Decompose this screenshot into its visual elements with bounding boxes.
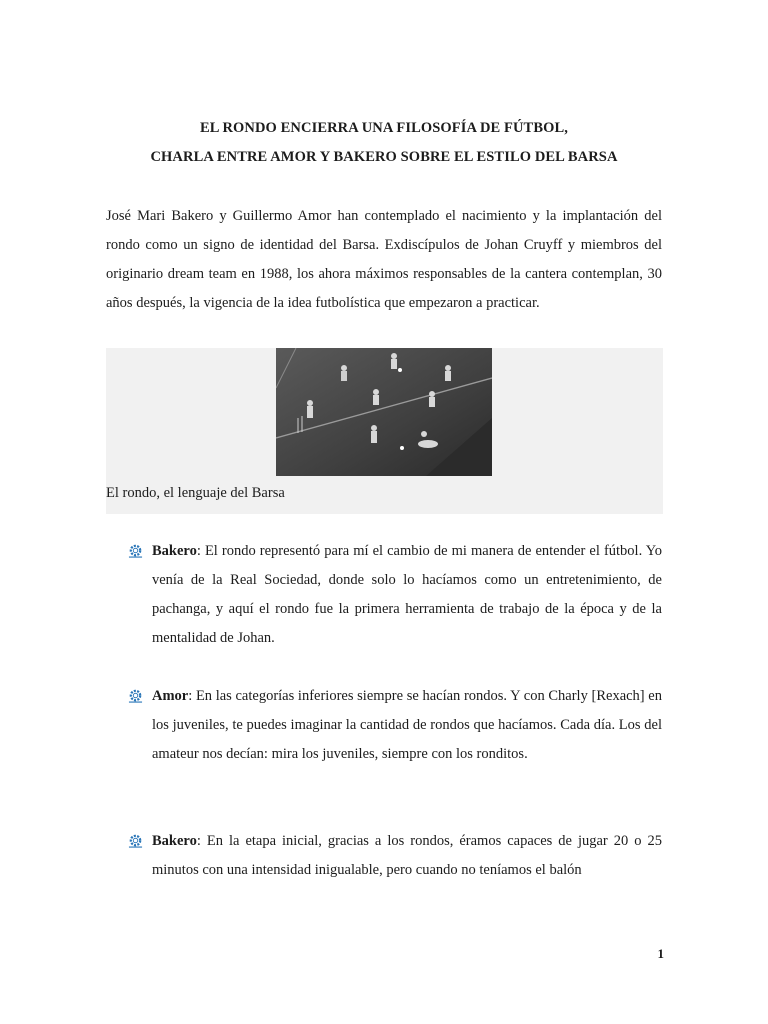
page-number: 1 xyxy=(657,946,664,961)
speaker-name: Bakero xyxy=(152,833,197,849)
intro-paragraph: José Mari Bakero y Guillermo Amor han contemplado el nacimiento y la implantación del rondo como un signo de identidad del Barsa. Exdiscípulos de Johan Cruyff y miembros del originario dream team en 1988, los ahora máximos responsables de la cantera contemplan, 30 años después, la vigencia de la idea futbolística que empezaron a practicar. xyxy=(106,208,662,311)
interview-answer xyxy=(152,827,662,887)
interview-answer xyxy=(152,682,662,769)
gear-bullet-icon xyxy=(128,543,143,558)
speaker-name: Bakero xyxy=(152,543,197,559)
answer-text: : En la etapa inicial, gracias a los rondos, éramos capaces de jugar 20 o 25 minutos con una intensidad inigualable, pero cuando no teníamos el balón xyxy=(152,833,662,878)
answer-text: : En las categorías inferiores siempre se hacían rondos. Y con Charly [Rexach] en los juveniles, te puedes imaginar la cantidad de rondos que hacíamos. Cada día. Los del amateur nos decían: mira los juveniles, siempre con los ronditos. xyxy=(152,688,662,762)
photo-illustration xyxy=(276,348,492,476)
football-training-photo xyxy=(276,348,492,476)
figure-caption: El rondo, el lenguaje del Barsa xyxy=(106,485,285,501)
article-title-line1: EL RONDO ENCIERRA UNA FILOSOFÍA DE FÚTBOL, xyxy=(200,120,568,136)
figure xyxy=(106,348,663,514)
speaker-name: Amor xyxy=(152,688,189,704)
article-title-line2: CHARLA ENTRE AMOR Y BAKERO SOBRE EL ESTILO DEL BARSA xyxy=(150,149,618,165)
gear-bullet-icon xyxy=(128,688,143,703)
answer-text: : El rondo representó para mí el cambio de mi manera de entender el fútbol. Yo venía de la Real Sociedad, donde solo lo hacíamos como un entretenimiento, de pachanga, y aquí el rondo fue la primera herramienta de trabajo de la época y de la mentalidad de Johan. xyxy=(152,543,662,646)
interview-answer xyxy=(152,537,662,653)
gear-bullet-icon xyxy=(128,833,143,848)
